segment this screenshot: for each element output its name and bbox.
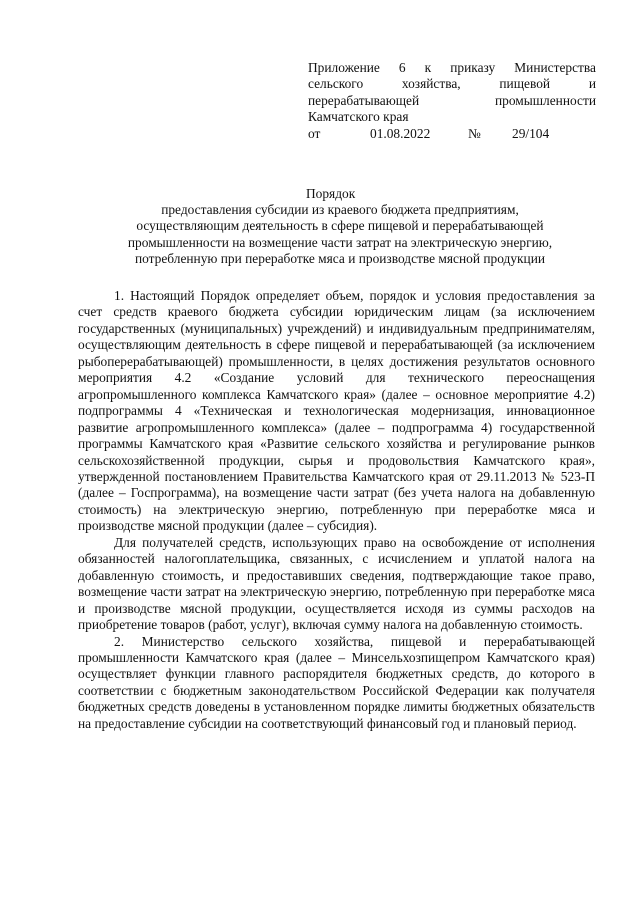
subtitle-line-2: осуществляющим деятельность в сфере пищевой и перерабатывающей [136,218,544,234]
order-date: 01.08.2022 [370,125,431,141]
subtitle-line-3: промышленности на возмещение части затрат на электрическую энергию, [127,234,553,250]
appendix-line-1: Приложение 6 к приказу Министерства [308,60,596,75]
paragraph-3: 2. Министерство сельского хозяйства, пищевой и перерабатывающей промышленности Камчатского края (далее – Минсельхозпищепром Камчатского края) осуществляет функции главного распорядителя бюджетных средств, до которого в соответствии с бюджетным законодательством Российской Федерации как получателя бюджетных средств доведены в установленном порядке лимиты бюджетных обязательств на предоставление субсидии на соответствующий финансовый год и плановый период. [78,633,595,731]
document-title: Порядок [306,186,356,201]
appendix-line-4: Камчатского края [308,109,409,125]
order-date-number [308,126,596,142]
order-number: 29/104 [512,125,550,141]
order-from-label: от [308,125,321,141]
paragraph-2: Для получателей средств, использующих право на освобождение от исполнения обязанностей налогоплательщика, связанных, с исчислением и уплатой налога на добавленную стоимость, и предоставивших сведения, подтверждающие такое право, возмещение части затрат на электрическую энергию, потребленную при переработке мяса и производстве мясной продукции, осуществляется исходя из суммы расходов на приобретение товаров (работ, услуг), включая сумму налога на добавленную стоимость. [78,534,595,633]
subtitle-line-1: предоставления субсидии из краевого бюджета предприятиям, [161,202,519,217]
order-number-sign: № [468,125,481,141]
appendix-line-2: сельского хозяйства, пищевой и [308,76,596,92]
appendix-header [308,60,596,142]
paragraph-1: 1. Настоящий Порядок определяет объем, порядок и условия предоставления за счет средств краевого бюджета субсидии юридическим лицам (за исключением государственных (муниципальных) учреждений) и индивидуальным предпринимателям, осуществляющим деятельность в сфере пищевой и перерабатывающей (за исключением рыбоперерабатывающей) промышленности, в целях достижения результатов основного мероприятия 4.2 «Создание условий для технического переоснащения агропромышленного комплекса Камчатского края» (далее – основное мероприятие 4.2) подпрограммы 4 «Техническая и технологическая модернизация, инновационное развитие агропромышленного комплекса» (далее – подпрограмма 4) государственной программы Камчатского края «Развитие сельского хозяйства и регулирование рынков сельскохозяйственной продукции, сырья и продовольствия Камчатского края», утвержденной постановлением Правительства Камчатского края от 29.11.2013 № 523-П (далее – Госпрограмма), на возмещение части затрат (без учета налога на добавленную стоимость) на электрическую энергию, потребленную при переработке мяса и производстве мясной продукции (далее – субсидия). [78,288,595,534]
subtitle-line-4: потребленную при переработке мяса и производстве мясной продукции [134,251,546,267]
appendix-line-3: перерабатывающей промышленности [308,92,596,108]
document-body [78,288,595,732]
document-subtitle [70,202,610,268]
